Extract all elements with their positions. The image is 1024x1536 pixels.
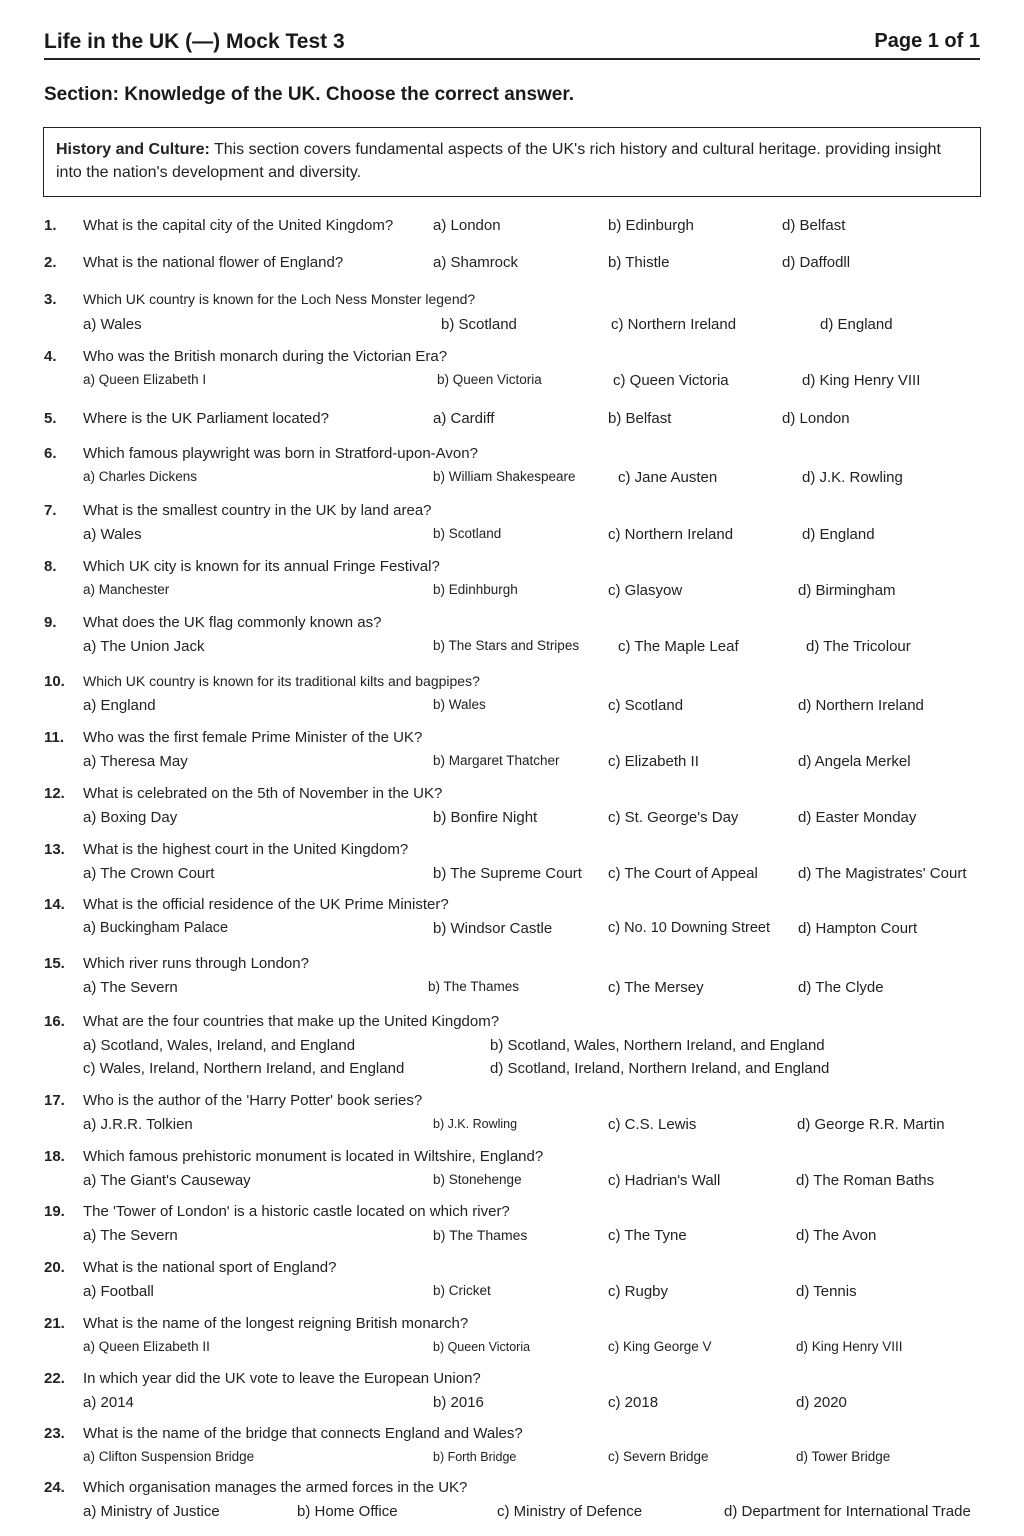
option-b[interactable]: b) Queen Victoria [437, 372, 542, 387]
question-number: 21. [44, 1315, 65, 1332]
question-text: In which year did the UK vote to leave the European Union? [83, 1370, 481, 1387]
option-c[interactable]: c) The Maple Leaf [618, 638, 739, 655]
question-text: What is the official residence of the UK Prime Minister? [83, 896, 449, 913]
option-a[interactable]: a) Football [83, 1283, 154, 1300]
option-c[interactable]: c) Rugby [608, 1283, 669, 1300]
option-c[interactable]: c) The Tyne [608, 1227, 687, 1244]
question-text: What is the name of the bridge that connects England and Wales? [83, 1425, 523, 1442]
question-text: Which UK city is known for its annual Fringe Festival? [83, 558, 440, 575]
option-d[interactable]: d) Daffodll [782, 254, 851, 271]
option-d[interactable]: d) Easter Monday [798, 809, 917, 826]
option-c[interactable]: c) Queen Victoria [613, 372, 729, 389]
page-title: Life in the UK (—) Mock Test 3 [44, 30, 345, 53]
question-text: What does the UK flag commonly known as? [83, 614, 382, 631]
question-number: 3. [44, 291, 57, 308]
question-number: 5. [44, 410, 57, 427]
question-number: 9. [44, 614, 57, 631]
option-a[interactable]: a) 2014 [83, 1394, 134, 1411]
question-number: 24. [44, 1479, 65, 1496]
option-b[interactable]: b) Edinhburgh [433, 582, 518, 597]
option-c[interactable]: c) Northern Ireland [611, 316, 737, 333]
question-text: Which famous playwright was born in Stratford-upon-Avon? [83, 445, 478, 462]
option-d[interactable]: d) Tennis [796, 1283, 857, 1300]
question-text: Which organisation manages the armed forces in the UK? [83, 1479, 468, 1496]
option-a[interactable]: a) The Crown Court [83, 865, 215, 882]
option-c[interactable]: c) Severn Bridge [608, 1449, 709, 1464]
option-d[interactable]: d) England [820, 316, 893, 333]
question-number: 7. [44, 502, 57, 519]
question-text: Who was the British monarch during the Victorian Era? [83, 348, 448, 365]
option-b[interactable]: b) William Shakespeare [433, 469, 576, 484]
option-b[interactable]: b) Belfast [608, 410, 672, 427]
option-a[interactable]: a) Boxing Day [83, 809, 178, 826]
option-d[interactable]: d) Tower Bridge [796, 1449, 891, 1464]
option-b[interactable]: b) The Thames [428, 979, 520, 994]
option-b[interactable]: b) J.K. Rowling [433, 1117, 518, 1131]
question-text: What are the four countries that make up the United Kingdom? [83, 1013, 500, 1030]
question-number: 16. [44, 1013, 65, 1030]
question-text: What is the name of the longest reigning British monarch? [83, 1315, 469, 1332]
question-number: 14. [44, 896, 65, 913]
question-text: What is the national sport of England? [83, 1259, 337, 1276]
option-a[interactable]: a) Manchester [83, 582, 170, 597]
option-a[interactable]: a) The Union Jack [83, 638, 205, 655]
intro-label: History and Culture: [56, 141, 210, 158]
option-b[interactable]: b) Edinburgh [608, 217, 694, 234]
question-number: 4. [44, 348, 57, 365]
option-b[interactable]: b) Wales [433, 697, 486, 712]
question-number: 12. [44, 785, 65, 802]
question-text: What is the smallest country in the UK by land area? [83, 502, 432, 519]
question-text: Who is the author of the 'Harry Potter' book series? [83, 1092, 423, 1109]
option-c[interactable]: c) 2018 [608, 1394, 659, 1411]
question-number: 8. [44, 558, 57, 575]
option-c[interactable]: c) Wales, Ireland, Northern Ireland, and England [83, 1060, 405, 1077]
option-d[interactable]: d) Hampton Court [798, 920, 918, 937]
option-d[interactable]: d) The Clyde [798, 979, 884, 996]
question-text: Which river runs through London? [83, 955, 309, 972]
question-text: Which UK country is known for its traditional kilts and bagpipes? [83, 673, 480, 689]
question-number: 10. [44, 673, 65, 690]
option-d[interactable]: d) London [782, 410, 850, 427]
page-indicator: Page 1 of 1 [874, 30, 980, 52]
option-c[interactable]: c) Jane Austen [618, 469, 718, 486]
option-a[interactable]: a) Charles Dickens [83, 469, 198, 484]
question-text: Which UK country is known for the Loch Ness Monster legend? [83, 291, 476, 307]
option-d[interactable]: d) Scotland, Ireland, Northern Ireland, and England [490, 1060, 830, 1077]
option-c[interactable]: c) Glasyow [608, 582, 683, 599]
question-text: Who was the first female Prime Minister of the UK? [83, 729, 423, 746]
option-d[interactable]: d) Angela Merkel [798, 753, 911, 770]
question-text: Which famous prehistoric monument is located in Wiltshire, England? [83, 1148, 544, 1165]
question-number: 23. [44, 1425, 65, 1442]
option-d[interactable]: d) Northern Ireland [798, 697, 924, 714]
question-text: What is the highest court in the United Kingdom? [83, 841, 409, 858]
option-d[interactable]: d) The Avon [796, 1227, 877, 1244]
option-c[interactable]: c) Ministry of Defence [497, 1503, 643, 1520]
option-d[interactable]: d) Belfast [782, 217, 846, 234]
question-number: 18. [44, 1148, 65, 1165]
option-d[interactable]: d) Department for International Trade [724, 1503, 971, 1520]
option-a[interactable]: a) Buckingham Palace [83, 920, 229, 936]
option-a[interactable]: a) J.R.R. Tolkien [83, 1116, 193, 1133]
option-d[interactable]: d) The Tricolour [806, 638, 911, 655]
option-b[interactable]: b) Thistle [608, 254, 670, 271]
question-text: What is the national flower of England? [83, 254, 344, 271]
option-a[interactable]: a) Ministry of Justice [83, 1503, 220, 1520]
option-b[interactable]: b) The Thames [433, 1227, 528, 1243]
option-a[interactable]: a) The Severn [83, 1227, 178, 1244]
option-a[interactable]: a) England [83, 697, 156, 714]
option-b[interactable]: b) Scotland [441, 316, 517, 333]
option-d[interactable]: d) J.K. Rowling [802, 469, 903, 486]
option-d[interactable]: d) England [802, 526, 875, 543]
question-text: What is the capital city of the United Kingdom? [83, 217, 394, 234]
question-number: 19. [44, 1203, 65, 1220]
option-b[interactable]: b) Queen Victoria [433, 1340, 531, 1354]
intro-text: This section covers fundamental aspects of the UK's rich history and cultural heritage. providing insight into the nation's development and diversity. [56, 141, 941, 181]
option-b[interactable]: b) Windsor Castle [433, 920, 553, 937]
option-b[interactable]: b) Cricket [433, 1283, 491, 1298]
question-number: 2. [44, 254, 57, 271]
option-b[interactable]: b) Scotland [433, 526, 502, 541]
question-number: 15. [44, 955, 65, 972]
option-d[interactable]: d) George R.R. Martin [797, 1116, 945, 1133]
option-c[interactable]: c) The Court of Appeal [608, 865, 758, 882]
option-b[interactable]: b) Stonehenge [433, 1172, 522, 1187]
question-number: 13. [44, 841, 65, 858]
option-b[interactable]: b) Home Office [297, 1503, 398, 1520]
option-d[interactable]: d) Birmingham [798, 582, 896, 599]
option-c[interactable]: c) No. 10 Downing Street [608, 920, 770, 936]
option-b[interactable]: b) Forth Bridge [433, 1450, 517, 1464]
question-number: 22. [44, 1370, 65, 1387]
page-header [44, 28, 980, 60]
option-a[interactable]: a) Cardiff [433, 410, 495, 427]
intro-box [43, 127, 981, 197]
option-c[interactable]: c) C.S. Lewis [608, 1116, 697, 1133]
question-text: What is celebrated on the 5th of November in the UK? [83, 785, 443, 802]
option-b[interactable]: b) Scotland, Wales, Northern Ireland, and England [490, 1037, 825, 1054]
option-a[interactable]: a) Queen Elizabeth II [83, 1339, 210, 1354]
option-a[interactable]: a) The Giant's Causeway [83, 1172, 251, 1189]
option-c[interactable]: c) St. George's Day [608, 809, 739, 826]
section-heading: Section: Knowledge of the UK. Choose the correct answer. [44, 84, 574, 105]
option-c[interactable]: c) Northern Ireland [608, 526, 734, 543]
option-a[interactable]: a) Wales [83, 526, 142, 543]
question-number: 6. [44, 445, 57, 462]
option-a[interactable]: a) Clifton Suspension Bridge [83, 1449, 255, 1464]
option-a[interactable]: a) Scotland, Wales, Ireland, and England [83, 1037, 356, 1054]
question-text: The 'Tower of London' is a historic castle located on which river? [83, 1203, 510, 1220]
option-c[interactable]: c) Hadrian's Wall [608, 1172, 721, 1189]
option-a[interactable]: a) Wales [83, 316, 142, 333]
question-number: 11. [44, 729, 65, 746]
question-number: 17. [44, 1092, 65, 1109]
option-a[interactable]: a) Theresa May [83, 753, 188, 770]
question-text: Where is the UK Parliament located? [83, 410, 329, 427]
question-number: 20. [44, 1259, 65, 1276]
option-b[interactable]: b) Margaret Thatcher [433, 753, 560, 768]
option-c[interactable]: c) The Mersey [608, 979, 704, 996]
option-b[interactable]: b) The Supreme Court [433, 865, 582, 882]
option-a[interactable]: a) London [433, 217, 501, 234]
option-b[interactable]: b) Bonfire Night [433, 809, 538, 826]
option-d[interactable]: d) 2020 [796, 1394, 847, 1411]
option-c[interactable]: c) King George V [608, 1339, 712, 1354]
option-d[interactable]: d) King Henry VIII [796, 1339, 903, 1354]
option-c[interactable]: c) Elizabeth II [608, 753, 699, 770]
option-a[interactable]: a) Queen Elizabeth I [83, 372, 207, 387]
option-d[interactable]: d) King Henry VIII [802, 372, 921, 389]
option-d[interactable]: d) The Roman Baths [796, 1172, 935, 1189]
option-b[interactable]: b) The Stars and Stripes [433, 638, 580, 653]
option-b[interactable]: b) 2016 [433, 1394, 484, 1411]
question-number: 1. [44, 217, 57, 234]
option-c[interactable]: c) Scotland [608, 697, 684, 714]
option-a[interactable]: a) The Severn [83, 979, 178, 996]
option-a[interactable]: a) Shamrock [433, 254, 519, 271]
option-d[interactable]: d) The Magistrates' Court [798, 865, 967, 882]
